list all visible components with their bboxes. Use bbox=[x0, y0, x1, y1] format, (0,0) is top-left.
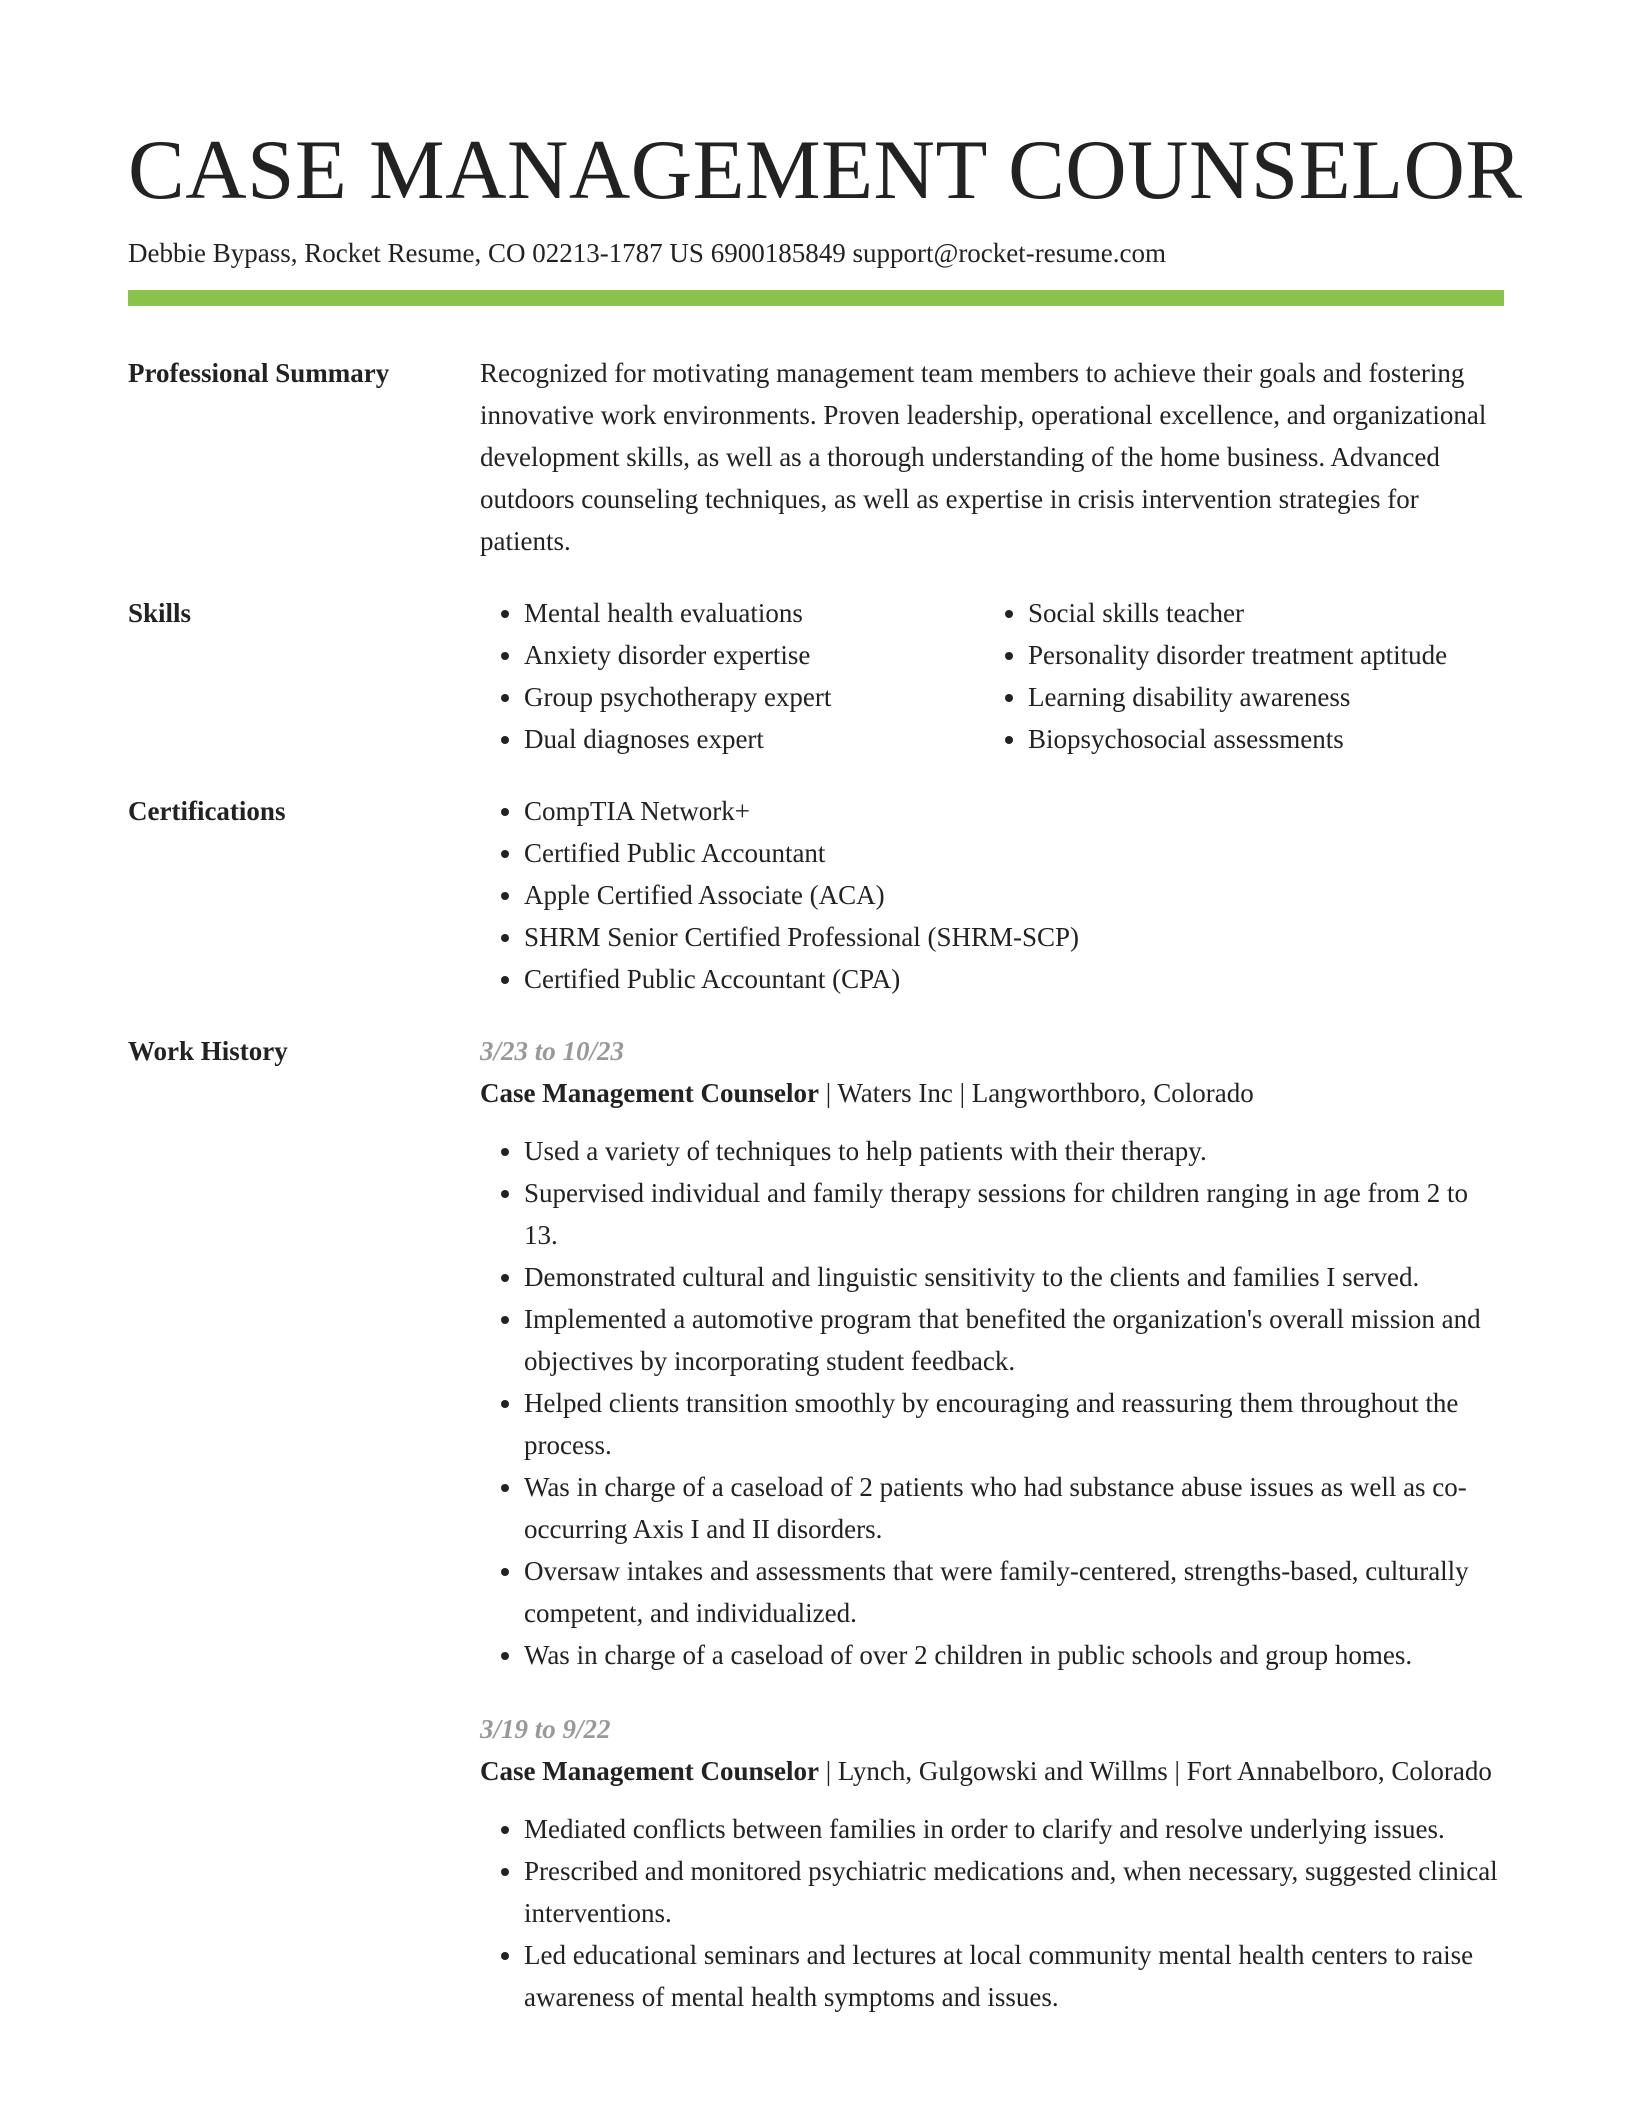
certification-item: • Apple Certified Associate (ACA) bbox=[524, 874, 1504, 916]
skill-item: • Anxiety disorder expertise bbox=[524, 634, 984, 676]
responsibility-item: • Demonstrated cultural and linguistic sensitivity to the clients and families I served. bbox=[524, 1256, 1504, 1298]
skill-item: • Social skills teacher bbox=[1028, 592, 1447, 634]
certification-item: • Certified Public Accountant bbox=[524, 832, 1504, 874]
responsibility-item: • Led educational seminars and lectures at local community mental health centers to raise awareness of mental health symptoms and issues. bbox=[524, 1934, 1504, 2018]
skill-item: • Group psychotherapy expert bbox=[524, 676, 984, 718]
responsibility-item: • Supervised individual and family therapy sessions for children ranging in age from 2 to 13. bbox=[524, 1172, 1504, 1256]
certification-item: • SHRM Senior Certified Professional (SHRM-SCP) bbox=[524, 916, 1504, 958]
job-employer-location: | Lynch, Gulgowski and Willms | Fort Annabelboro, Colorado bbox=[818, 1756, 1492, 1786]
job-heading bbox=[480, 1750, 1504, 1792]
skill-item: • Dual diagnoses expert bbox=[524, 718, 984, 760]
certifications-list bbox=[480, 790, 1504, 1000]
job-responsibilities bbox=[480, 1130, 1504, 1676]
job-title: Case Management Counselor bbox=[480, 1756, 819, 1786]
responsibility-item: • Used a variety of techniques to help patients with their therapy. bbox=[524, 1130, 1504, 1172]
skills-list-left bbox=[480, 592, 984, 760]
job-employer-location: | Waters Inc | Langworthboro, Colorado bbox=[818, 1078, 1254, 1108]
certification-item: • CompTIA Network+ bbox=[524, 790, 1504, 832]
skill-item: • Learning disability awareness bbox=[1028, 676, 1447, 718]
section-label-skills: Skills bbox=[128, 598, 192, 628]
job-title: Case Management Counselor bbox=[480, 1078, 819, 1108]
responsibility-item: • Oversaw intakes and assessments that were family-centered, strengths-based, culturally competent, and individualized. bbox=[524, 1550, 1504, 1634]
responsibility-item: • Helped clients transition smoothly by encouraging and reassuring them throughout the process. bbox=[524, 1382, 1504, 1466]
professional-summary-section bbox=[128, 352, 1504, 562]
section-label-work-history: Work History bbox=[128, 1036, 288, 1066]
skill-item: • Biopsychosocial assessments bbox=[1028, 718, 1447, 760]
skill-item: • Personality disorder treatment aptitude bbox=[1028, 634, 1447, 676]
contact-info: Debbie Bypass, Rocket Resume, CO 02213-1787 US 6900185849 support@rocket-resume.com bbox=[128, 238, 1166, 268]
resume-title: CASE MANAGEMENT COUNSELOR bbox=[128, 123, 1523, 217]
job-heading bbox=[480, 1072, 1504, 1114]
job-dates: 3/19 to 9/22 bbox=[480, 1714, 611, 1744]
section-label-certifications: Certifications bbox=[128, 796, 286, 826]
job-entry bbox=[480, 1708, 1504, 2018]
certification-item: • Certified Public Accountant (CPA) bbox=[524, 958, 1504, 1000]
job-dates: 3/23 to 10/23 bbox=[480, 1036, 625, 1066]
job-responsibilities bbox=[480, 1808, 1504, 2018]
work-history-section bbox=[128, 1030, 1504, 2050]
accent-divider bbox=[128, 290, 1504, 306]
job-entry bbox=[480, 1030, 1504, 1676]
skills-section bbox=[128, 592, 1504, 760]
summary-text: Recognized for motivating management team members to achieve their goals and fostering innovative work environments. Proven leadership, operational excellence, and organizational development skills, as well as a thorough understanding of the home business. Advanced outdoors counseling techniques, as well as expertise in crisis intervention strategies for patients. bbox=[480, 358, 1487, 556]
certifications-section bbox=[128, 790, 1504, 1000]
responsibility-item: • Was in charge of a caseload of over 2 children in public schools and group homes. bbox=[524, 1634, 1504, 1676]
section-label-summary: Professional Summary bbox=[128, 358, 390, 388]
responsibility-item: • Prescribed and monitored psychiatric medications and, when necessary, suggested clinical interventions. bbox=[524, 1850, 1504, 1934]
skill-item: • Mental health evaluations bbox=[524, 592, 984, 634]
skills-list-right bbox=[984, 592, 1447, 760]
responsibility-item: • Implemented a automotive program that benefited the organization's overall mission and objectives by incorporating student feedback. bbox=[524, 1298, 1504, 1382]
responsibility-item: • Mediated conflicts between families in order to clarify and resolve underlying issues. bbox=[524, 1808, 1504, 1850]
responsibility-item: • Was in charge of a caseload of 2 patients who had substance abuse issues as well as co-occurring Axis I and II disorders. bbox=[524, 1466, 1504, 1550]
